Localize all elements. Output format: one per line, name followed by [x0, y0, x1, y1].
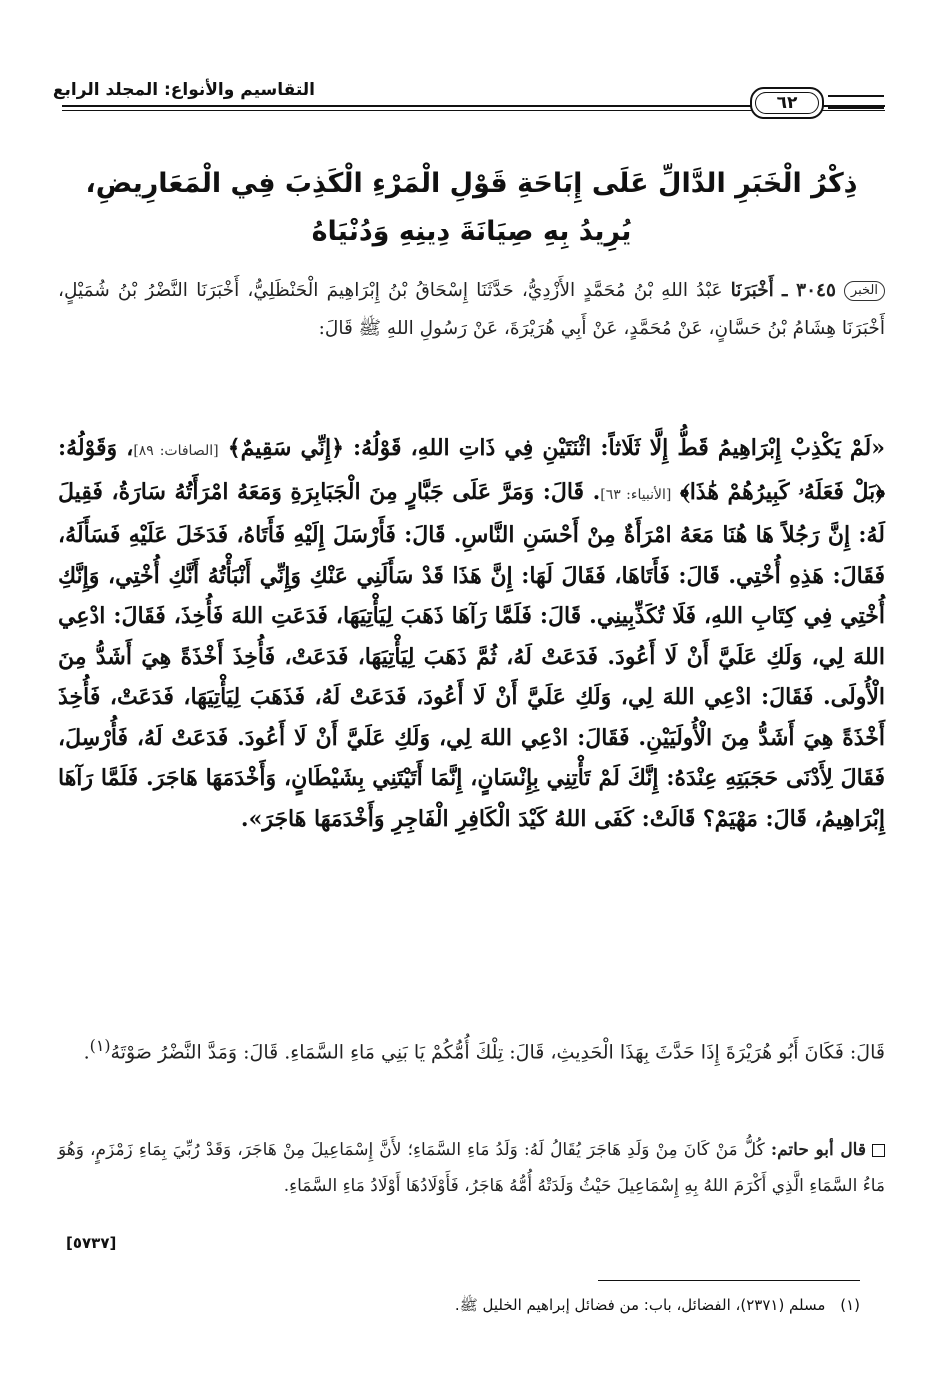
chapter-heading [60, 160, 883, 256]
quran-reference-1: [الصافات: ٨٩] [133, 443, 219, 459]
hadith-part-3: . قَالَ: وَمَرَّ عَلَى جَبَّارٍ مِنَ الْجَبَابِرَةِ وَمَعَهُ امْرَأَتُهُ سَارَةُ، فَقِيلَ لَهُ: إِنَّ رَجُلاً هَا هُنَا مَعَهُ امْرَأَةٌ مِنْ أَحْسَنِ النَّاسِ. قَالَ: فَأَرْسَلَ إِلَيْهِ فَأَتَاهُ، فَدَخَلَ عَلَيْهِ فَسَأَلَهُ، فَقَالَ: هَذِهِ أُخْتِي. قَالَ: فَأَتَاهَا، فَقَالَ لَهَا: إِنَّ هَذَا قَدْ سَأَلَنِي عَنْكِ وَإِنِّي أَنْبَأْتُهُ أَنَّكِ أُخْتِي، وَإِنَّكِ أُخْتِي فِي كِتَابِ اللهِ، فَلَا تُكَذِّبِينِي. قَالَ: فَلَمَّا رَآهَا ذَهَبَ لِيَأْتِيَهَا، فَدَعَتِ اللهَ فَأُخِذَ، فَقَالَ: ادْعِي اللهَ لِي، وَلَكِ عَلَيَّ أَنْ لَا أَعُودَ. فَدَعَتْ لَهُ، ثُمَّ ذَهَبَ لِيَأْتِيَهَا، فَدَعَتْ، فَأُخِذَ أَخْذَةً هِيَ أَشَدُّ مِنَ الْأُولَى. فَقَالَ: ادْعِي اللهَ لِي، وَلَكِ عَلَيَّ أَنْ لَا أَعُودَ، فَدَعَتْ لَهُ، فَذَهَبَ لِيَأْتِيَهَا، فَدَعَتْ، فَأُخِذَ أَخْذَةً هِيَ أَشَدُّ مِنَ الْأُولَيَيْنِ. فَقَالَ: ادْعِي اللهَ لِي، وَلَكِ عَلَيَّ أَنْ لَا أَعُودَ. فَدَعَتْ لَهُ، فَأُرْسِلَ، فَقَالَ لِأَدْنَى حَجَبَتِهِ عِنْدَهُ: إِنَّكَ لَمْ تَأْتِنِي بِإِنْسَانٍ، إِنَّمَا أَتَيْتَنِي بِشَيْطَانٍ، وَأَخْدَمَهَا هَاجَرَ. فَلَمَّا رَآهَا إِبْرَاهِيمُ، قَالَ: مَهْيَمْ؟ قَالَتْ: كَفَى اللهُ كَيْدَ الْكَافِرِ الْفَاجِرِ وَأَخْدَمَهَا هَاجَرَ». [58, 478, 885, 832]
source-citation: [٥٧٣٧] [66, 1234, 117, 1252]
isnad-lead-word: أَخْبَرَنَا [730, 280, 774, 301]
running-title: التقاسيم والأنواع: المجلد الرابع [52, 80, 315, 100]
hadith-part-2: ، وَقَوْلُهُ: ﴿بَلْ فَعَلَهُۥ كَبِيرُهُمْ هَٰذَا﴾ [58, 435, 885, 505]
square-marker-icon [872, 1144, 885, 1157]
chapter-heading-line1: ذِكْرُ الْخَبَرِ الدَّالِّ عَلَى إِبَاحَةِ قَوْلِ الْمَرْءِ الْكَذِبَ فِي الْمَعَارِيضِ، [85, 168, 858, 199]
footnote [60, 1290, 860, 1320]
chapter-heading-line2: يُرِيدُ بِهِ صِيَانَةَ دِينِهِ وَدُنْيَاهُ [311, 216, 632, 247]
quran-reference-2: [الأنبياء: ٦٣] [600, 486, 672, 503]
hadith-text [58, 428, 885, 839]
footnote-rule [598, 1280, 860, 1281]
comment-text: كُلُّ مَنْ كَانَ مِنْ وَلَدِ هَاجَرَ يُقَالُ لَهُ: وَلَدُ مَاءِ السَّمَاءِ؛ لأَنَّ إِسْمَاعِيلَ مِنْ هَاجَرَ، وَقَدْ رُبِّيَ بِمَاءِ زَمْزَمٍ، وَهُوَ مَاءُ السَّمَاءِ الَّذِي أَكْرَمَ اللهُ بِهِ إِسْمَاعِيلَ حَيْثُ وَلَدَتْهُ أُمُّهُ هَاجَرُ، فَأَوْلَادُهَا أَوْلَادُ مَاءِ السَّمَاءِ. [58, 1140, 885, 1196]
footnote-text: مسلم (٢٣٧١)، الفضائل، باب: من فضائل إبراهيم الخليل ﷺ. [454, 1296, 826, 1314]
comment-speaker: قال أبو حاتم: [770, 1140, 866, 1160]
addition-text: قَالَ: فَكَانَ أَبُو هُرَيْرَةَ إِذَا حَدَّثَ بِهَذَا الْحَدِيثِ، قَالَ: تِلْكَ أُمُّكُمْ يَا بَنِي مَاءِ السَّمَاءِ. قَالَ: وَمَدَّ النَّضْرُ صَوْتَهُ [110, 1041, 885, 1064]
footnote-number: (١) [840, 1296, 860, 1314]
isnad-paragraph [58, 272, 885, 348]
page-number: ٦٢ [755, 92, 819, 114]
hadith-part-1: «لَمْ يَكْذِبْ إِبْرَاهِيمُ قَطُّ إِلَّا ثَلَاثاً: اثْنَتَيْنِ فِي ذَاتِ اللهِ، قَوْلُهُ: ﴿إِنِّي سَقِيمٌ﴾ [227, 435, 885, 461]
page-number-box [750, 87, 824, 119]
khabar-badge: الخبر [844, 281, 885, 301]
narrator-addition [58, 1026, 885, 1072]
footnote-marker: (١) [89, 1036, 111, 1055]
isnad-text: عَبْدُ اللهِ بْنُ مُحَمَّدٍ الأَزْدِيُّ، حَدَّثَنَا إِسْحَاقُ بْنُ إِبْرَاهِيمَ الْحَنْظَلِيُّ، أَخْبَرَنَا النَّضْرُ بْنُ شُمَيْلٍ، أَخْبَرَنَا هِشَامُ بْنُ حَسَّانٍ، عَنْ مُحَمَّدٍ، عَنْ أَبِي هُرَيْرَةَ، عَنْ رَسُولِ اللهِ ﷺ قَالَ: [58, 280, 885, 339]
hadith-number: ٣٠٤٥ ـ [782, 280, 836, 301]
abu-hatim-comment [58, 1132, 885, 1204]
page-number-ornament [828, 95, 884, 109]
addition-end: . [83, 1041, 90, 1064]
